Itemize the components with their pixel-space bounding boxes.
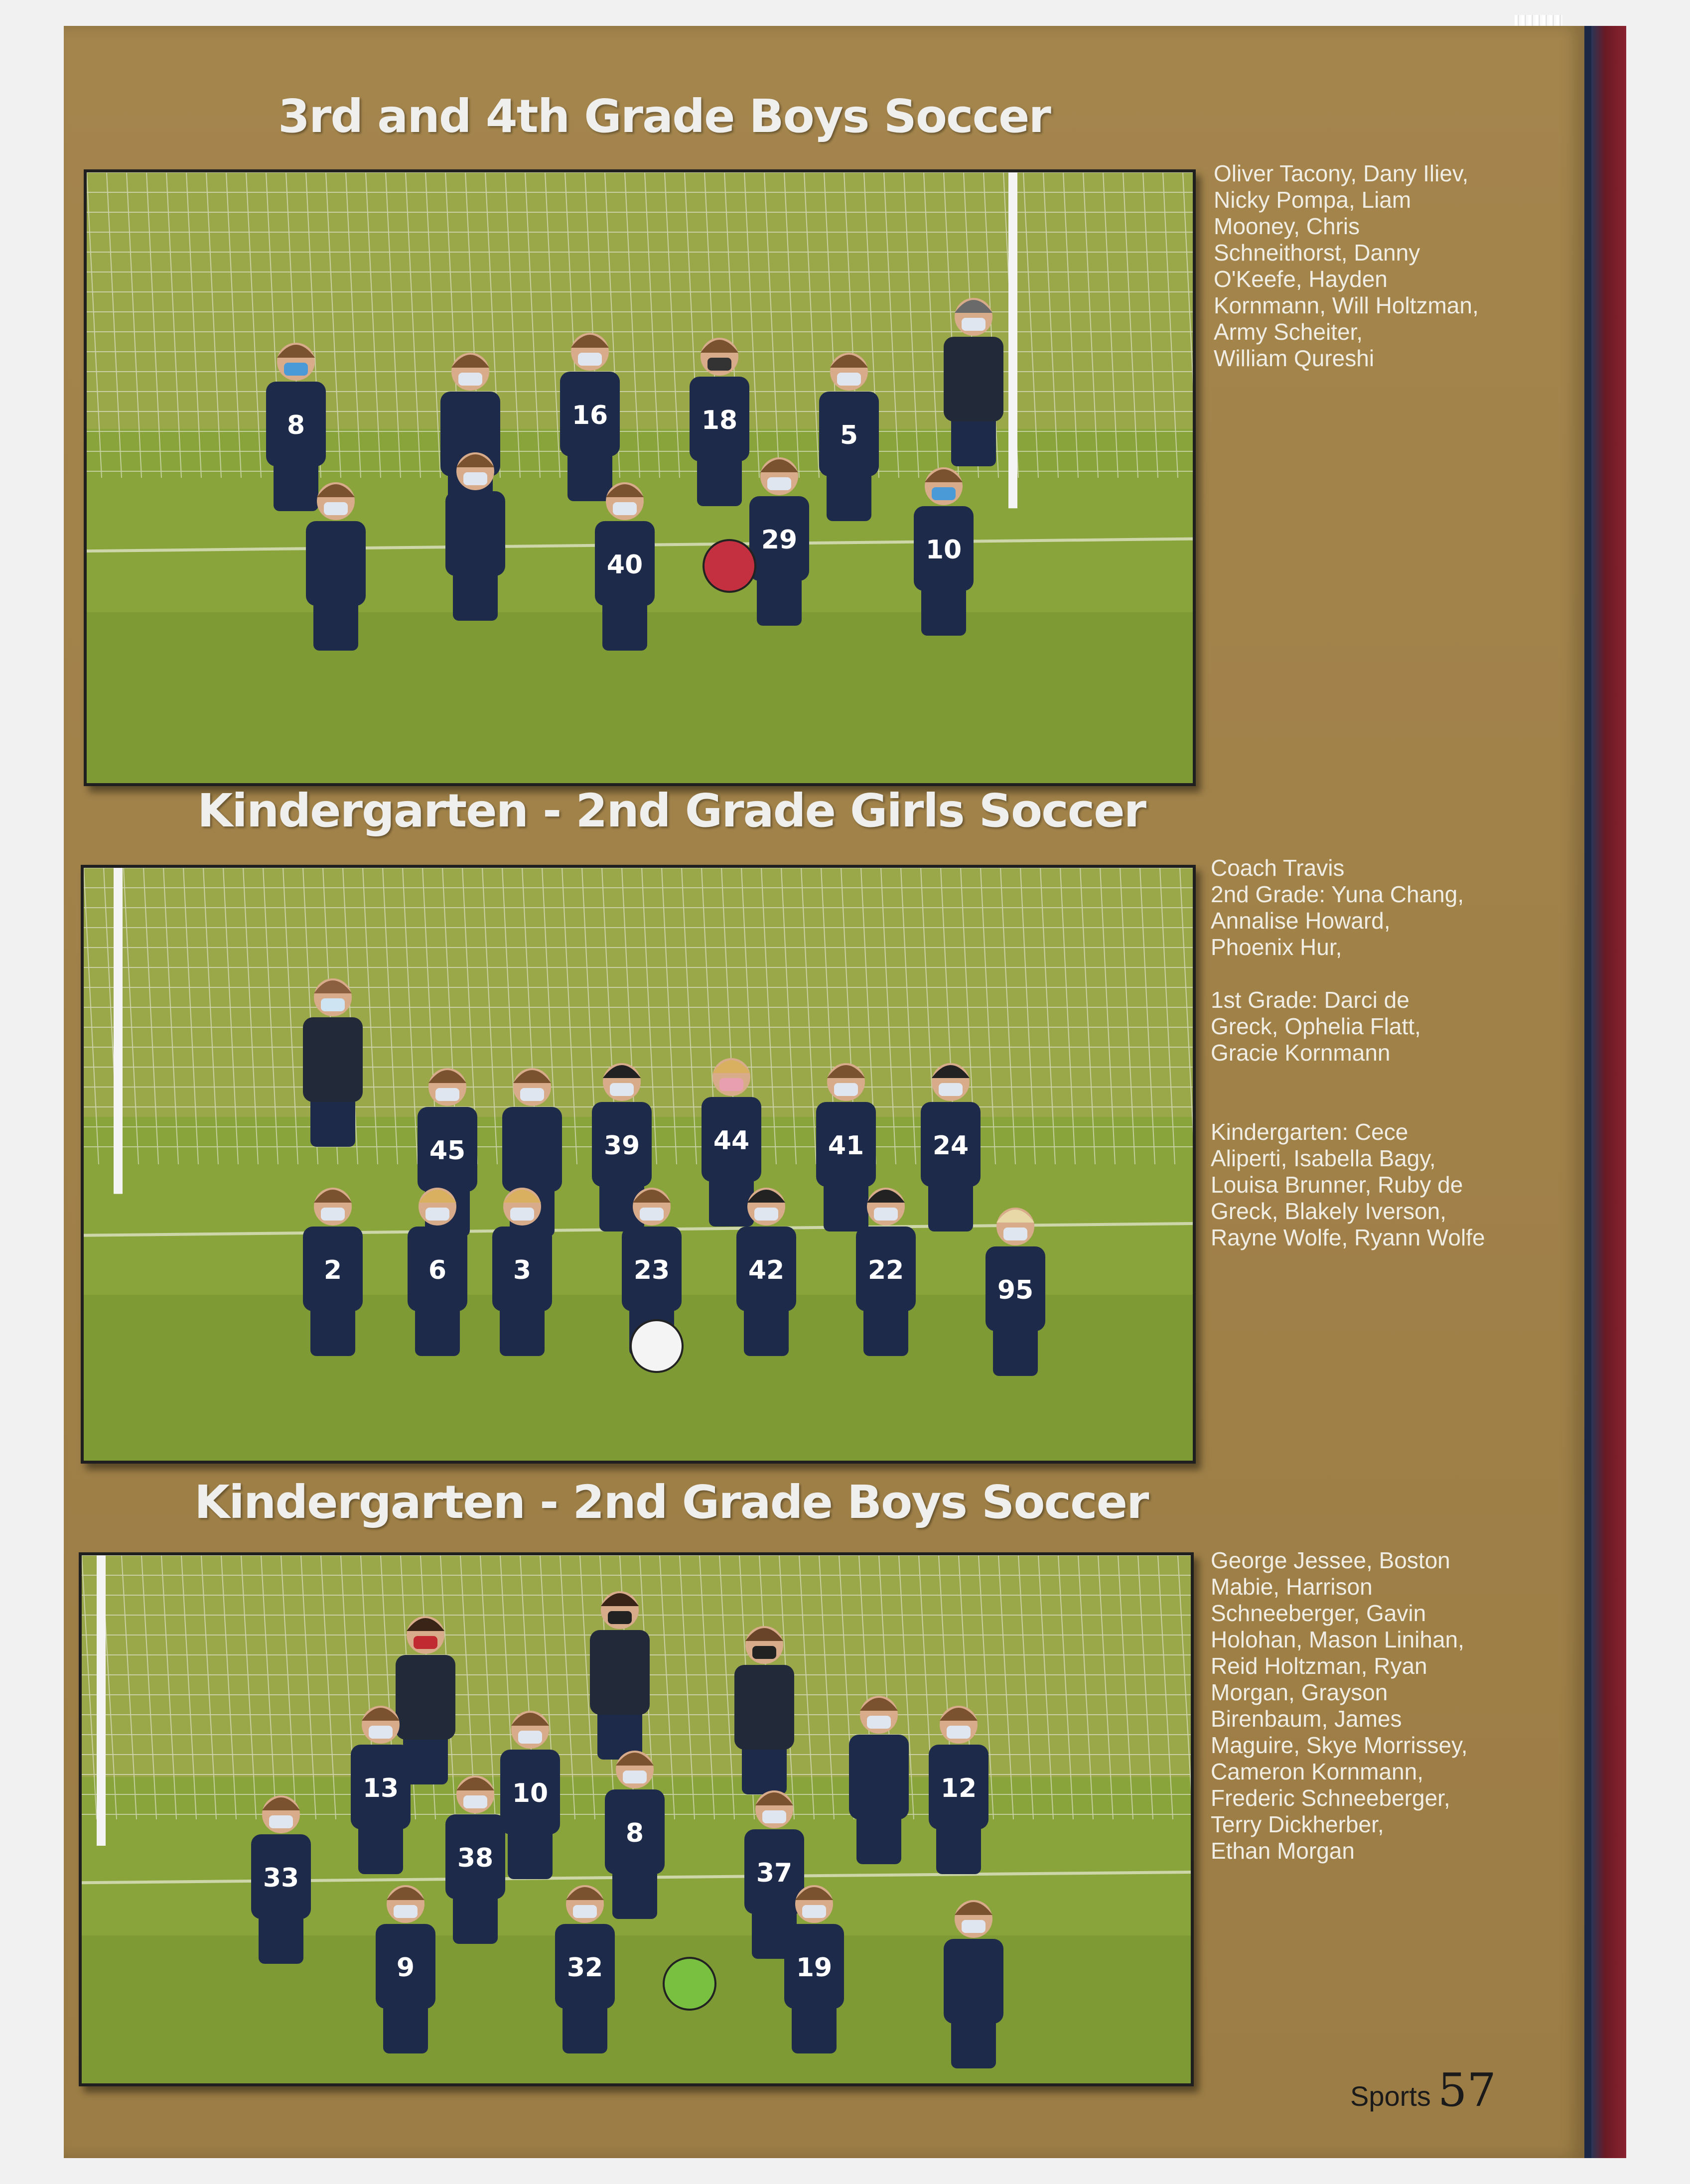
jersey-number: 45 <box>429 1136 466 1166</box>
jersey-number: 9 <box>396 1953 415 1983</box>
jersey-number: 44 <box>713 1126 750 1156</box>
page-number: 57 <box>1437 2063 1496 2117</box>
jersey-number: 23 <box>633 1255 670 1285</box>
jersey-number: 19 <box>796 1953 833 1983</box>
section-heading: Kindergarten - 2nd Grade Boys Soccer <box>194 1476 1148 1529</box>
jersey-number: 10 <box>925 535 962 565</box>
jersey-number: 40 <box>606 550 643 580</box>
jersey-number: 6 <box>428 1255 447 1285</box>
team-roster: Coach Travis 2nd Grade: Yuna Chang, Annalise Howard, Phoenix Hur, 1st Grade: Darci de Greck, Ophelia Flatt, Gracie Kornmann Kindergarten: Cece Aliperti, Isabella Bagy, Louisa Brunner, Ruby de Greck, Blakely Iverson, Rayne Wolfe, Ryann Wolfe <box>1211 855 1485 1250</box>
jersey-number: 24 <box>932 1131 969 1161</box>
jersey-number: 42 <box>748 1255 785 1285</box>
section-heading: Kindergarten - 2nd Grade Girls Soccer <box>197 784 1146 837</box>
team-roster: Oliver Tacony, Dany Iliev, Nicky Pompa, Liam Mooney, Chris Schneithorst, Danny O'Keefe, Hayden Kornmann, Will Holtzman, Army Scheiter, William Qureshi <box>1214 160 1479 371</box>
section-name: Sports <box>1350 2080 1431 2112</box>
page-footer <box>1350 2063 1496 2117</box>
jersey-number: 3 <box>513 1255 532 1285</box>
jersey-number: 8 <box>625 1818 644 1848</box>
team-roster: George Jessee, Boston Mabie, Harrison Schneeberger, Gavin Holohan, Mason Linihan, Reid Holtzman, Ryan Morgan, Grayson Birenbaum, James Maguire, Skye Morrissey, Cameron Kornmann, Frederic Schneeberger, Terry Dickherber, Ethan Morgan <box>1211 1547 1468 1864</box>
team-photo-image <box>82 1555 1191 2083</box>
jersey-number: 13 <box>362 1774 399 1803</box>
jersey-number: 32 <box>566 1953 603 1983</box>
jersey-number: 38 <box>457 1843 494 1873</box>
jersey-number: 41 <box>828 1131 864 1161</box>
jersey-number: 39 <box>603 1131 640 1161</box>
jersey-number: 10 <box>512 1778 549 1808</box>
jersey-number: 33 <box>263 1863 299 1893</box>
team-photo-image <box>87 172 1193 783</box>
jersey-number: 16 <box>571 401 608 430</box>
section-heading: 3rd and 4th Grade Boys Soccer <box>278 90 1050 143</box>
jersey-number: 12 <box>940 1774 977 1803</box>
jersey-number: 29 <box>761 525 798 555</box>
jersey-number: 37 <box>756 1858 793 1888</box>
yearbook-page <box>64 26 1584 2158</box>
jersey-number: 5 <box>840 420 858 450</box>
jersey-number: 22 <box>867 1255 904 1285</box>
jersey-number: 95 <box>997 1275 1034 1305</box>
jersey-number: 2 <box>323 1255 342 1285</box>
team-photo <box>79 1552 1194 2086</box>
team-photo <box>84 169 1196 786</box>
cover-edge <box>1591 26 1626 2158</box>
jersey-number: 8 <box>286 410 305 440</box>
jersey-number: 18 <box>701 406 738 435</box>
team-photo-image <box>84 868 1193 1461</box>
team-photo <box>81 865 1196 1464</box>
